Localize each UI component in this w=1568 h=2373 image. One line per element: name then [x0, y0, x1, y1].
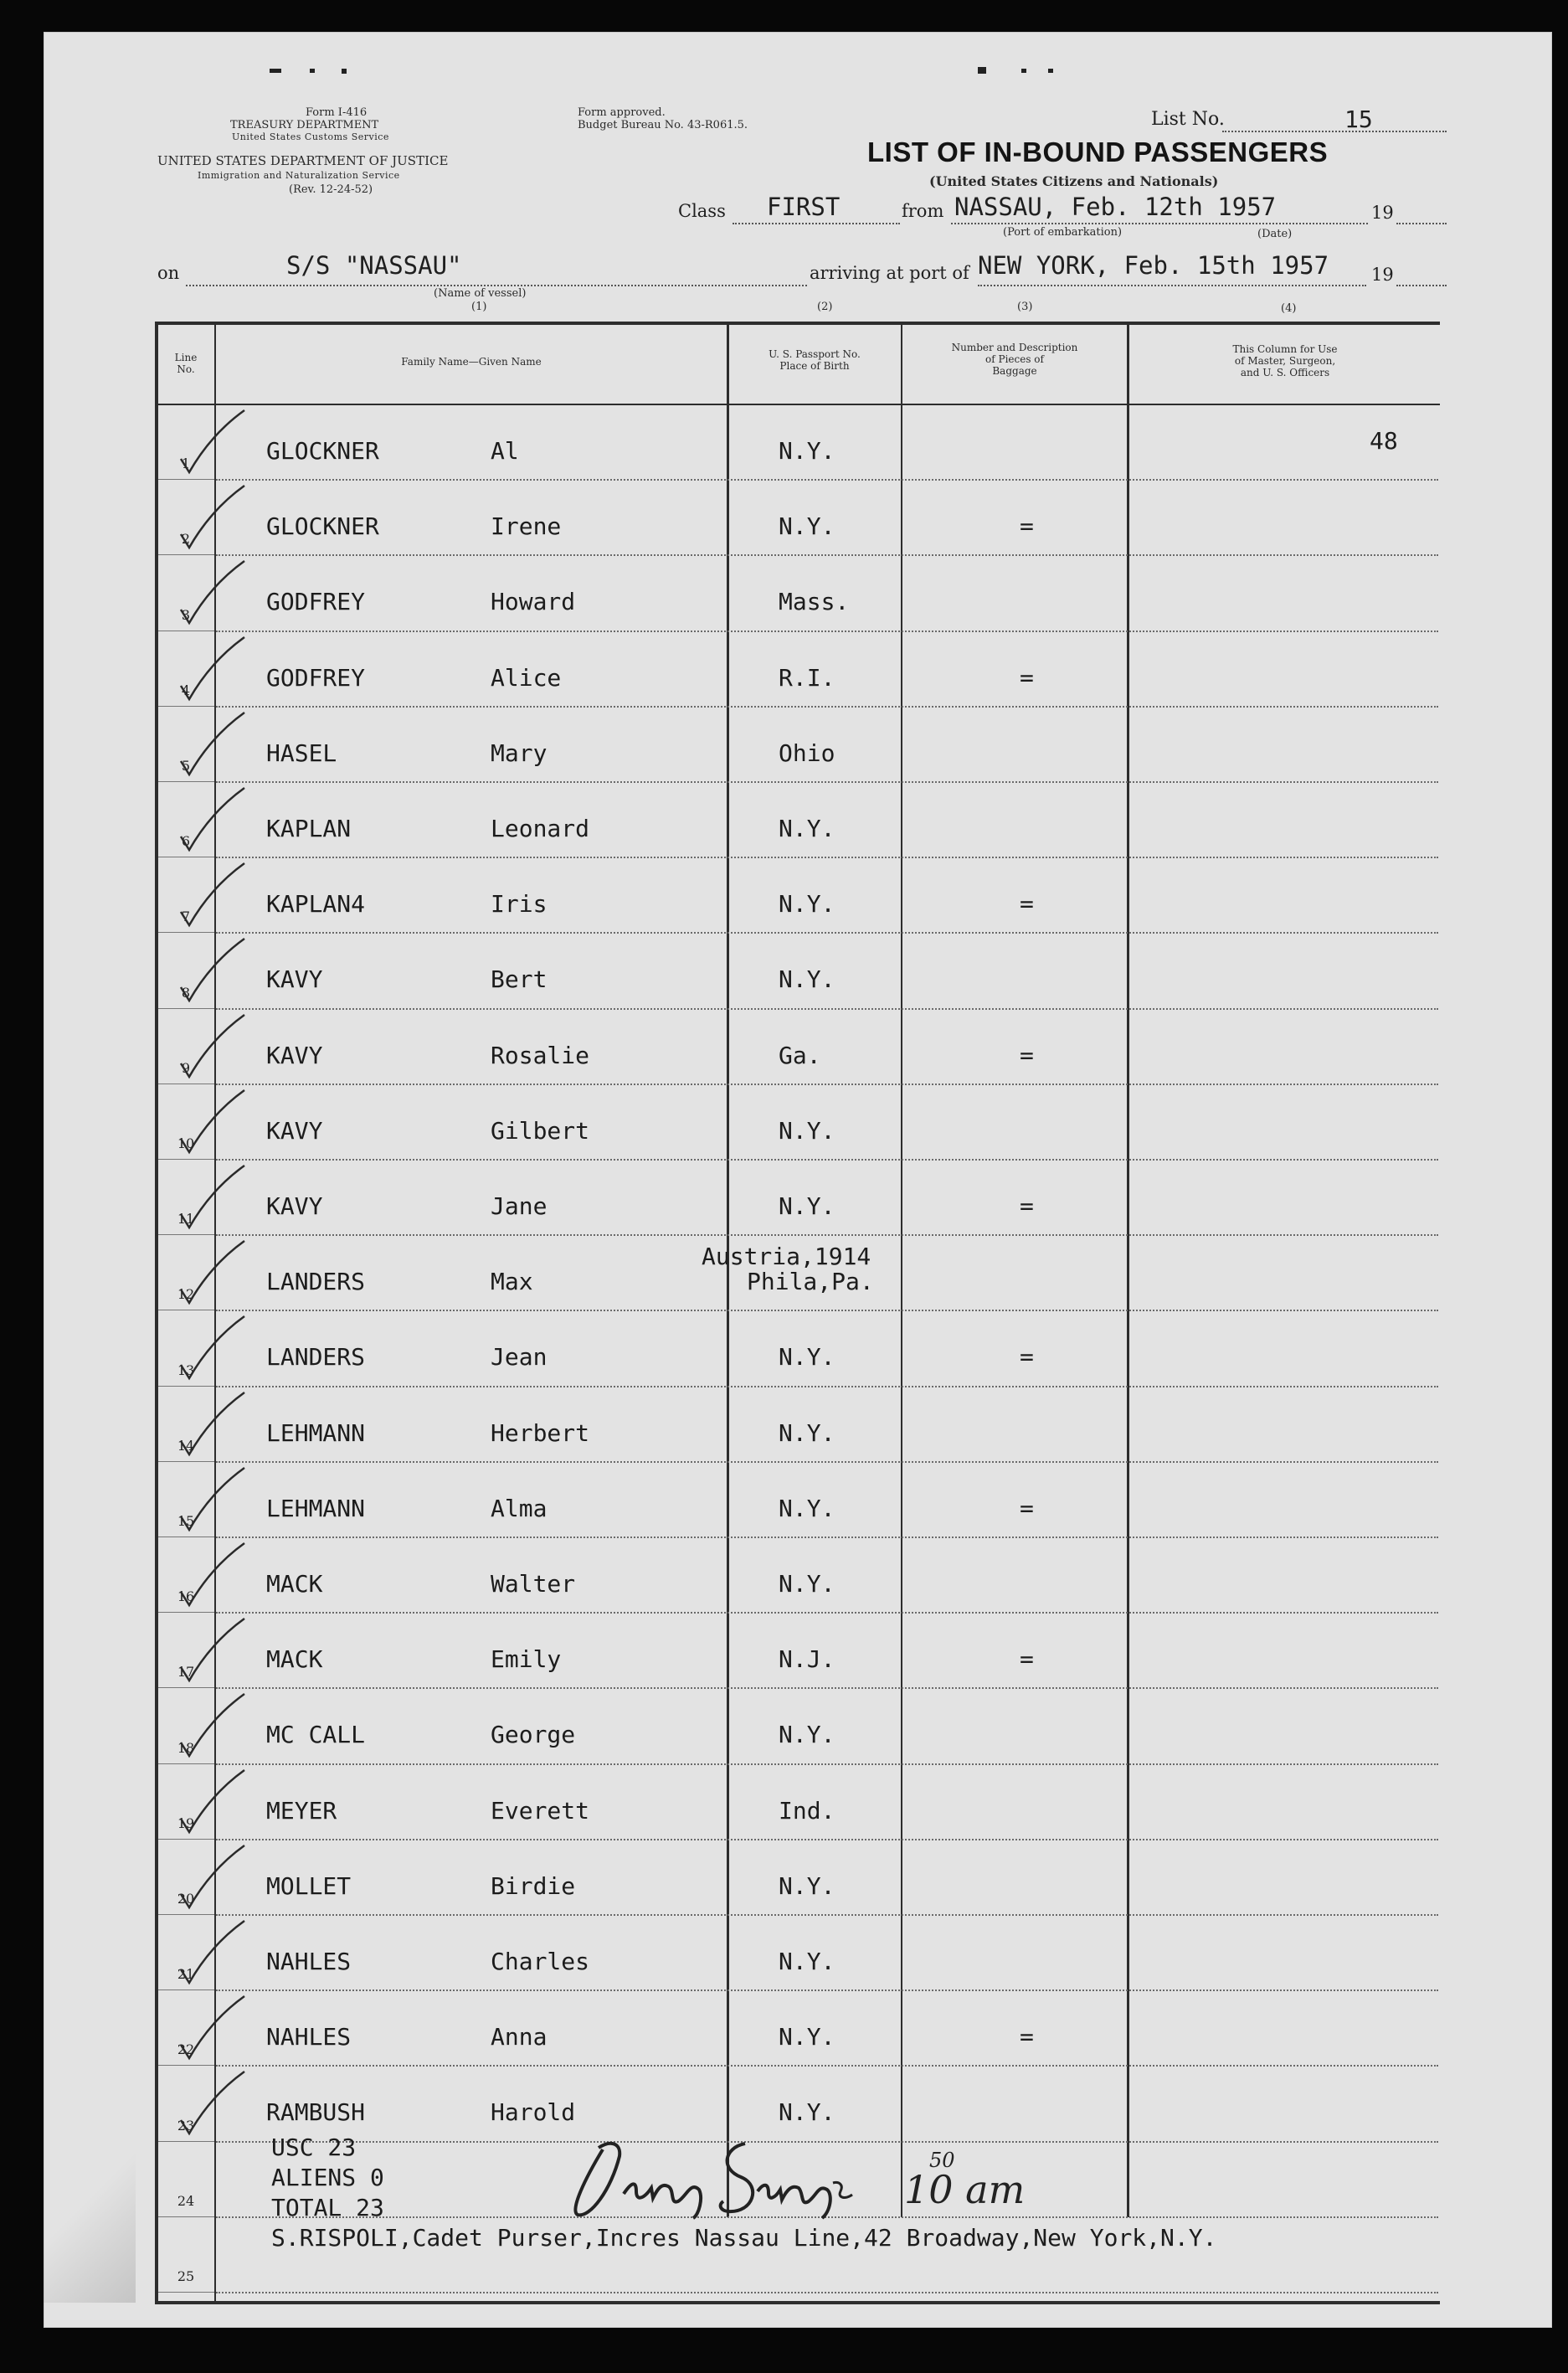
- column-header-passport-2: Place of Birth: [779, 360, 850, 372]
- line-number: 11: [177, 1211, 195, 1228]
- given-name: Jean: [491, 1343, 548, 1372]
- given-name: Max: [491, 1268, 533, 1296]
- place-of-birth: N.Y.: [779, 815, 835, 842]
- family-name: HASEL: [266, 739, 337, 767]
- vessel-line: [186, 285, 807, 286]
- family-name: MOLLET: [266, 1871, 352, 1900]
- line-number: 4: [181, 682, 191, 698]
- place-of-birth: Ga.: [779, 1041, 821, 1069]
- line-number: 8: [181, 984, 191, 1001]
- stray-mark: [978, 67, 986, 74]
- year-prefix-2: 19: [1371, 265, 1394, 285]
- family-name: MC CALL: [266, 1721, 366, 1749]
- row-separator: [216, 1839, 1438, 1840]
- page-subtitle: (United States Citizens and Nationals): [929, 173, 1219, 189]
- date-caption: (Date): [1257, 228, 1293, 240]
- table-left-border: [155, 322, 158, 2304]
- row-separator: [216, 1537, 1438, 1538]
- column-header-baggage: [904, 342, 1125, 377]
- row-separator: [216, 1234, 1438, 1236]
- on-label: on: [157, 263, 180, 283]
- line-number: 15: [177, 1513, 195, 1529]
- stray-mark: [270, 69, 281, 73]
- family-name: NAHLES: [266, 2023, 352, 2051]
- form-approved: Form approved.: [578, 106, 666, 119]
- family-name: LEHMANN: [266, 1494, 366, 1522]
- row-separator: [216, 1159, 1438, 1161]
- stray-mark: [310, 69, 315, 73]
- given-name: Birdie: [491, 1871, 576, 1900]
- year-line-1: [1396, 223, 1447, 224]
- from-label: from: [902, 201, 944, 221]
- line-number: 9: [181, 1059, 191, 1076]
- family-name: GODFREY: [266, 588, 366, 616]
- form-revision: (Rev. 12-24-52): [289, 183, 373, 196]
- line-number-separator: [158, 2292, 214, 2293]
- row-separator: [216, 1386, 1438, 1387]
- given-name: Jane: [491, 1192, 548, 1220]
- time-note-group: [904, 2149, 1080, 2212]
- family-name: KAVY: [266, 1192, 323, 1220]
- column-header-name: Family Name—Given Name: [401, 356, 542, 368]
- line-number: 25: [177, 2268, 195, 2284]
- place-of-birth: R.I.: [779, 663, 835, 692]
- given-name: Walter: [491, 1570, 576, 1598]
- arrival-port-value: NEW YORK, Feb. 15th 1957: [978, 251, 1329, 280]
- place-of-birth: N.Y.: [779, 1192, 835, 1220]
- page-title: LIST OF IN-BOUND PASSENGERS: [867, 136, 1329, 167]
- given-name: Howard: [491, 588, 576, 616]
- family-name: NAHLES: [266, 1948, 352, 1975]
- baggage-mark: =: [1020, 1645, 1034, 1674]
- given-name: Charles: [491, 1948, 590, 1975]
- given-name: Bert: [491, 965, 548, 994]
- family-name: GLOCKNER: [266, 512, 379, 541]
- family-name: MACK: [266, 1570, 323, 1598]
- budget-bureau: Budget Bureau No. 43-R061.5.: [578, 119, 748, 131]
- stray-mark: [342, 69, 347, 74]
- place-of-birth: Ohio: [779, 739, 835, 767]
- family-name: LEHMANN: [266, 1418, 366, 1447]
- place-of-birth: N.Y.: [779, 1948, 835, 1975]
- given-name: Herbert: [491, 1418, 590, 1447]
- embarkation-value: NASSAU, Feb. 12th 1957: [954, 193, 1277, 221]
- time-note-superscript: 50: [929, 2149, 955, 2172]
- column-4-number: (4): [1281, 302, 1297, 315]
- given-name: Harold: [491, 2098, 576, 2127]
- place-of-birth: N.J.: [779, 1645, 835, 1674]
- column-header-baggage-2: of Pieces of: [985, 353, 1044, 365]
- place-of-birth: N.Y.: [779, 437, 835, 465]
- place-of-birth: N.Y.: [779, 965, 835, 994]
- column-divider-passport: [901, 322, 902, 2217]
- arriving-line: [978, 285, 1366, 286]
- place-of-birth: N.Y.: [779, 1871, 835, 1900]
- column-3-number: (3): [1017, 301, 1033, 313]
- column-header-officers-3: and U. S. Officers: [1240, 367, 1330, 378]
- check-mark-icon: [174, 2070, 249, 2162]
- line-number: 2: [181, 531, 191, 548]
- given-name: Al: [491, 437, 519, 465]
- header-bottom-rule: [155, 404, 1440, 405]
- given-name: Alma: [491, 1494, 548, 1522]
- row-separator: [216, 706, 1438, 708]
- from-line: [951, 223, 1368, 224]
- baggage-mark: =: [1020, 1343, 1034, 1372]
- baggage-mark: =: [1020, 663, 1034, 692]
- baggage-mark: =: [1020, 890, 1034, 919]
- family-name: KAPLAN: [266, 815, 352, 842]
- line-number: 10: [177, 1135, 195, 1151]
- family-name: LANDERS: [266, 1343, 366, 1372]
- row-separator: [216, 2065, 1438, 2067]
- line-number: 19: [177, 1814, 195, 1831]
- family-name: GLOCKNER: [266, 437, 379, 465]
- given-name: Anna: [491, 2023, 548, 2051]
- column-header-officers: [1132, 343, 1438, 378]
- class-line: [733, 223, 900, 224]
- line-number: 13: [177, 1362, 195, 1378]
- place-of-birth: N.Y.: [779, 890, 835, 919]
- column-header-passport: [730, 348, 899, 372]
- vessel-name: S/S "NASSAU": [286, 251, 462, 280]
- line-number: 6: [181, 833, 191, 850]
- place-of-birth: N.Y.: [779, 1343, 835, 1372]
- stray-mark: [1048, 69, 1053, 73]
- page-fold: [44, 2144, 136, 2303]
- place-of-birth: N.Y.: [779, 1494, 835, 1522]
- column-header-officers-1: This Column for Use: [1232, 343, 1338, 355]
- line-number: 23: [177, 2117, 195, 2134]
- line-number: 5: [181, 758, 191, 774]
- family-name: MEYER: [266, 1796, 337, 1825]
- column-2-number: (2): [817, 301, 833, 313]
- row-separator: [216, 857, 1438, 858]
- row-separator: [216, 479, 1438, 481]
- arriving-label: arriving at port of: [810, 263, 969, 283]
- column-divider-baggage: [1127, 322, 1129, 2217]
- class-label: Class: [678, 201, 726, 221]
- place-of-birth: N.Y.: [779, 1418, 835, 1447]
- line-number: 3: [181, 606, 191, 623]
- place-of-birth: Phila,Pa.: [747, 1268, 874, 1296]
- baggage-mark: =: [1020, 1192, 1034, 1220]
- row-separator: [216, 554, 1438, 556]
- row-separator: [216, 1084, 1438, 1085]
- handwritten-signature: [553, 2131, 862, 2223]
- row-separator: [216, 781, 1438, 783]
- line-number: 12: [177, 1286, 195, 1303]
- family-name: KAPLAN4: [266, 890, 366, 919]
- row-separator: [216, 1461, 1438, 1463]
- list-number: 15: [1344, 106, 1373, 133]
- place-of-birth: Mass.: [779, 588, 850, 616]
- row-separator: [216, 932, 1438, 934]
- purser-signature-line: S.RISPOLI,Cadet Purser,Incres Nassau Line,42 Broadway,New York,N.Y.: [271, 2224, 1217, 2252]
- line-number: 16: [177, 1588, 195, 1605]
- given-name: Rosalie: [491, 1041, 590, 1069]
- family-name: LANDERS: [266, 1268, 366, 1296]
- given-name: Emily: [491, 1645, 562, 1674]
- place-of-birth: N.Y.: [779, 1570, 835, 1598]
- list-number-label: List No.: [1151, 109, 1225, 130]
- family-name: MACK: [266, 1645, 323, 1674]
- baggage-mark: =: [1020, 1041, 1034, 1069]
- family-name: KAVY: [266, 1116, 323, 1145]
- line-number: 17: [177, 1664, 195, 1681]
- row-separator: [216, 1914, 1438, 1916]
- port-caption: (Port of embarkation): [1003, 226, 1123, 239]
- given-name: Leonard: [491, 815, 590, 842]
- column-header-baggage-3: Baggage: [992, 365, 1037, 377]
- year-prefix-1: 19: [1371, 203, 1394, 223]
- vessel-caption: (Name of vessel): [434, 287, 527, 300]
- family-name: KAVY: [266, 965, 323, 994]
- line-number: 20: [177, 1891, 195, 1907]
- table-bottom-border: [155, 2301, 1440, 2304]
- place-of-birth-note: Austria,1914: [702, 1243, 871, 1271]
- year-line-2: [1396, 285, 1447, 286]
- grand-total: TOTAL 23: [271, 2194, 384, 2221]
- row-separator: [216, 1612, 1438, 1614]
- line-number: 18: [177, 1739, 195, 1756]
- line-number: 24: [177, 2192, 195, 2209]
- column-header-line-no-2: No.: [177, 363, 195, 375]
- place-of-birth: N.Y.: [779, 2023, 835, 2051]
- row-separator: [216, 1008, 1438, 1010]
- place-of-birth: Ind.: [779, 1796, 835, 1825]
- officer-note: 48: [1370, 427, 1398, 455]
- place-of-birth: N.Y.: [779, 1116, 835, 1145]
- form-number: Form I-416: [306, 106, 368, 119]
- list-number-line: [1222, 131, 1447, 132]
- row-separator: [216, 1687, 1438, 1689]
- row-separator: [216, 1990, 1438, 1991]
- row-separator: [216, 1310, 1438, 1311]
- column-header-baggage-1: Number and Description: [951, 342, 1078, 353]
- baggage-mark: =: [1020, 2023, 1034, 2051]
- place-of-birth: N.Y.: [779, 512, 835, 541]
- customs-service: United States Customs Service: [232, 131, 389, 142]
- given-name: Irene: [491, 512, 562, 541]
- aliens-total: ALIENS 0: [271, 2164, 384, 2191]
- line-number: 21: [177, 1966, 195, 1983]
- baggage-mark: =: [1020, 1494, 1034, 1522]
- column-header-officers-2: of Master, Surgeon,: [1234, 355, 1336, 367]
- table-top-border: [155, 322, 1440, 325]
- stray-mark: [1021, 69, 1026, 73]
- row-separator: [216, 1763, 1438, 1765]
- usc-total: USC 23: [271, 2134, 357, 2161]
- given-name: George: [491, 1721, 576, 1749]
- family-name: RAMBUSH: [266, 2098, 366, 2127]
- given-name: Mary: [491, 739, 548, 767]
- class-value: FIRST: [767, 193, 841, 221]
- place-of-birth: N.Y.: [779, 1721, 835, 1749]
- given-name: Everett: [491, 1796, 590, 1825]
- given-name: Iris: [491, 890, 548, 919]
- column-header-line-no: [159, 352, 213, 375]
- treasury-department: TREASURY DEPARTMENT: [230, 119, 379, 131]
- family-name: KAVY: [266, 1041, 323, 1069]
- line-number: 1: [181, 456, 191, 472]
- given-name: Alice: [491, 663, 562, 692]
- line-number-separator: [158, 2216, 214, 2217]
- department-of-justice: UNITED STATES DEPARTMENT OF JUSTICE: [157, 153, 449, 168]
- vessel-caption-number: (1): [471, 301, 487, 313]
- column-header-line-no-1: Line: [174, 352, 198, 363]
- line-number: 14: [177, 1437, 195, 1454]
- line-number: 7: [181, 909, 191, 925]
- place-of-birth: N.Y.: [779, 2098, 835, 2127]
- column-header-passport-1: U. S. Passport No.: [769, 348, 861, 360]
- row-separator: [216, 2292, 1438, 2293]
- line-number: 22: [177, 2041, 195, 2058]
- row-separator: [216, 631, 1438, 632]
- immigration-service: Immigration and Naturalization Service: [198, 170, 400, 181]
- given-name: Gilbert: [491, 1116, 590, 1145]
- baggage-mark: =: [1020, 512, 1034, 541]
- family-name: GODFREY: [266, 663, 366, 692]
- time-note: 10 am: [904, 2167, 1026, 2212]
